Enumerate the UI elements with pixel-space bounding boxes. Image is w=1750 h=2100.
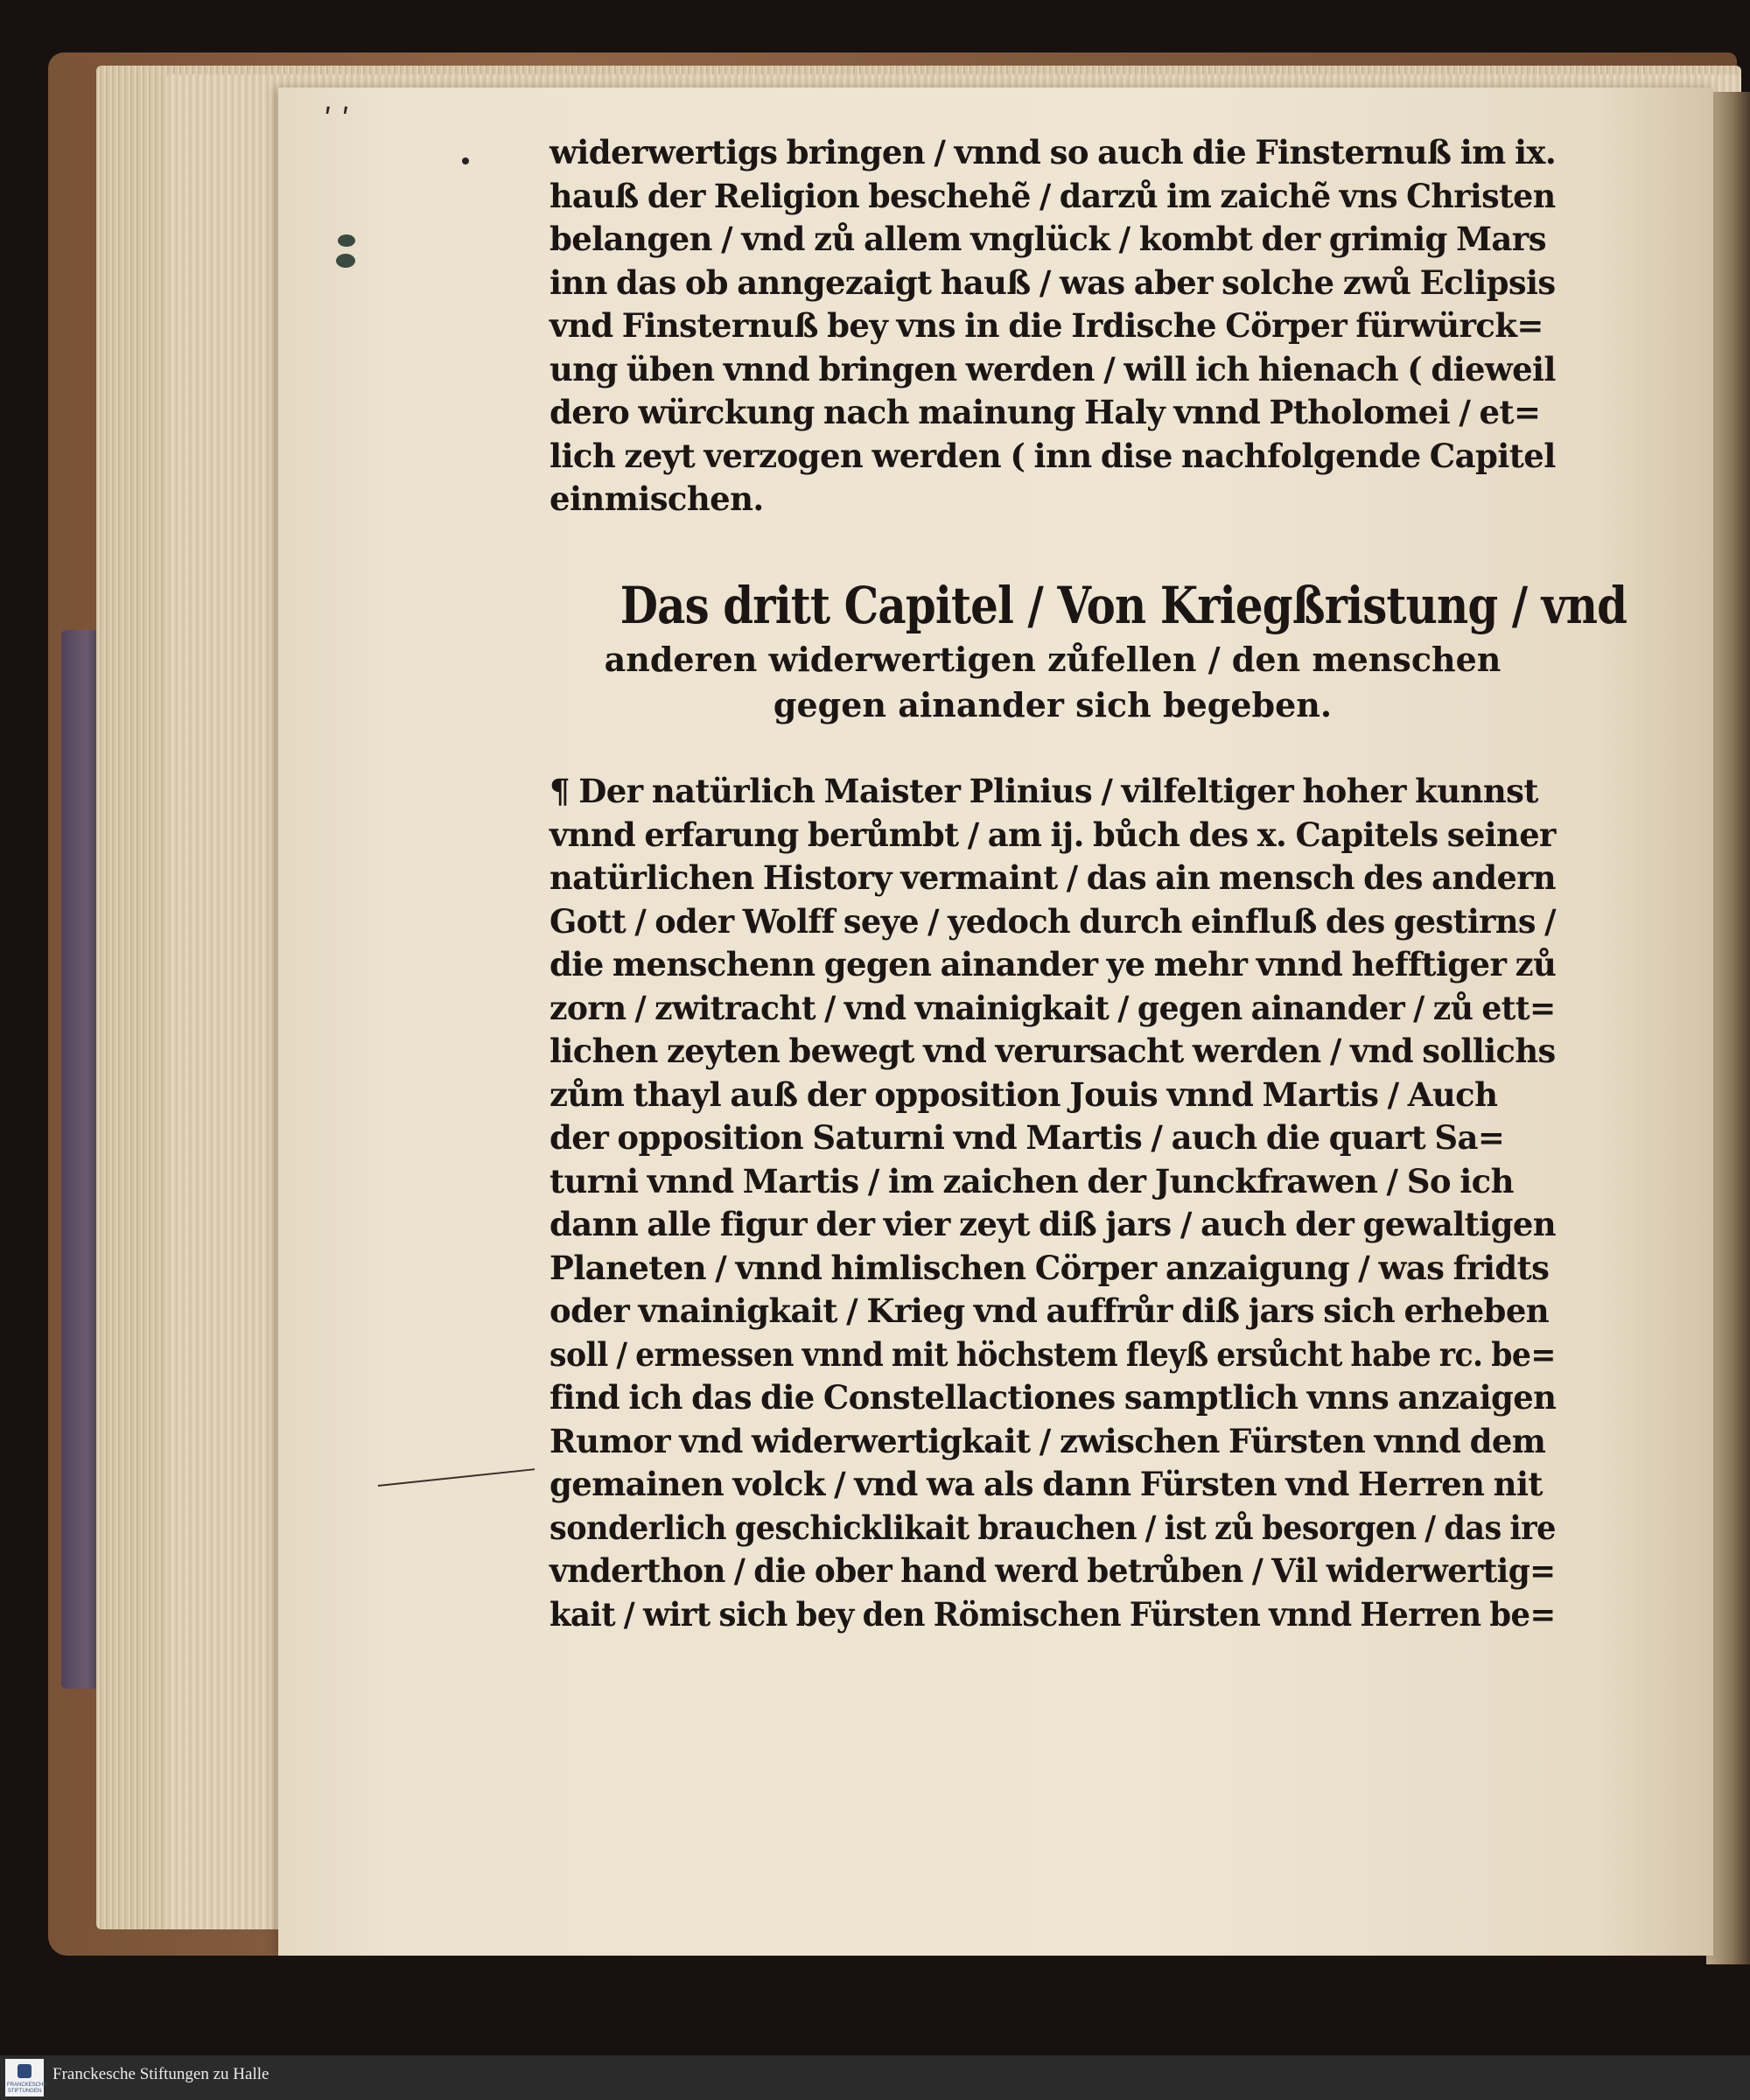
text-line: oder vnainigkait / Krieg vnd auffrůr diß jars sich erheben [550,1292,1550,1330]
text-line: sonderlich geschicklikait brauchen / ist zů besorgen / das ire [550,1508,1556,1547]
text-line: dann alle figur der vier zeyt diß jars / auch der gewaltigen [550,1205,1557,1243]
text-line: find ich das die Constellactiones samptlich vnns anzaigen [550,1378,1557,1417]
text-line: der opposition Saturni vnd Martis / auch die quart Sa= [550,1118,1505,1157]
text-line: zorn / zwitracht / vnd vnainigkait / gegen ainander / zů ett= [550,988,1556,1027]
text-top [550,131,1556,522]
chapter-heading [550,574,1628,728]
text-line: natürlichen History vermaint / das ain mensch des andern [550,858,1557,897]
text-line: vnd Finsternuß bey vns in die Irdische Cörper fürwürck= [550,306,1544,345]
chapter-title: Das dritt Capitel / Von Kriegßristung / vnd [620,576,1628,635]
text-line: einmischen. [550,480,764,518]
text-line: gemainen volck / vnd wa als dann Fürsten vnd Herren nit [550,1465,1543,1503]
text-line: ¶ Der natürlich Maister Plinius / vilfeltiger hoher kunnst [550,772,1538,810]
ink-dot [462,158,469,164]
text-line: soll / ermessen vnnd mit höchstem fleyß ersůcht habe rc. be= [550,1334,1556,1374]
institution-logo[interactable] [5,2059,47,2096]
text-line: belangen / vnd zů allem vnglück / kombt der grimig Mars [550,220,1546,258]
text-line: lich zeyt verzogen werden ( inn dise nachfolgende Capitel [550,436,1556,475]
viewer-footer [0,2055,1750,2100]
text-line: dero würckung nach mainung Haly vnnd Ptholomei / et= [550,393,1541,431]
text-line: die menschenn gegen ainander ye mehr vnnd hefftiger zů [550,945,1557,984]
text-line: zům thayl auß der opposition Jouis vnnd Martis / Auch [550,1074,1498,1114]
chapter-subtitle: anderen widerwertigen zůfellen / den menschen [604,640,1502,679]
marginal-marks: ʹ ʹ [324,103,350,138]
text-line: kait / wirt sich bey den Römischen Fürsten vnnd Herren be= [550,1594,1556,1634]
text-line: Gott / oder Wolff seye / yedoch durch einfluß des gestirns / [550,901,1556,941]
text-line: widerwertigs bringen / vnnd so auch die Finsternuß im ix. [550,133,1557,172]
text-line: turni vnnd Martis / im zaichen der Junckfrawen / So ich [550,1161,1514,1200]
logo-text: FRANCKESCHE STIFTUNGEN [7,2082,47,2094]
text-line: Rumor vnd widerwertigkait / zwischen Fürsten vnnd dem [550,1421,1546,1460]
text-line: Planeten / vnnd himlischen Cörper anzaigung / was fridts [550,1248,1550,1287]
ink-dot [338,234,355,247]
text-line: inn das ob anngezaigt hauß / was aber solche zwů Eclipsis [550,262,1556,302]
text-body [550,770,1556,1636]
ink-dot [336,254,355,268]
text-line: vnnd erfarung berůmbt / am ij. bůch des x. Capitels seiner [550,815,1556,854]
text-line: ung üben vnnd bringen werden / will ich hienach ( dieweil [550,349,1556,388]
text-line: vnderthon / die ober hand werd betrůben / Vil widerwertig= [550,1551,1556,1590]
institution-name: Franckesche Stiftungen zu Halle [52,2065,270,2083]
text-line: hauß der Religion beschehẽ / darzů im zaichẽ vns Christen [550,176,1556,215]
text-line: lichen zeyten bewegt vnd verursacht werden / vnd sollichs [550,1032,1556,1070]
chapter-subtitle: gegen ainander sich begeben. [773,685,1333,724]
logo-emblem-icon [18,2064,32,2078]
